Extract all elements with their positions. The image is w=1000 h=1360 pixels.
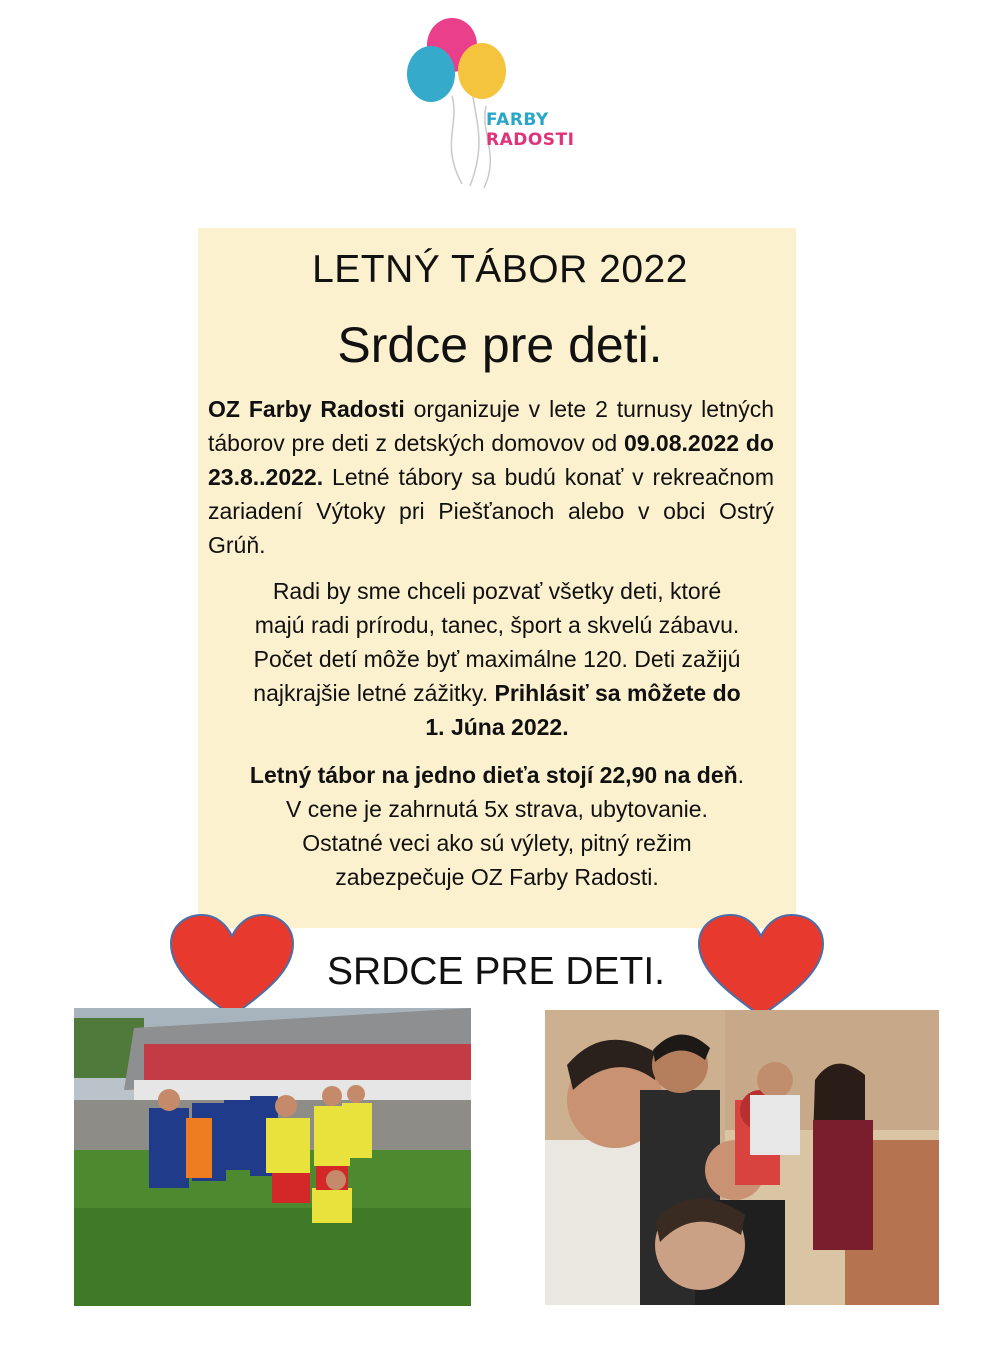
invitation-line: majú radi prírodu, tanec, šport a skvelú zábavu. xyxy=(254,612,740,638)
price-text: Letný tábor na jedno dieťa stojí 22,90 na deň xyxy=(249,762,738,788)
registration-deadline: Prihlásiť sa môžete do xyxy=(494,680,741,706)
price-line: V cene je zahrnutá 5x strava, ubytovanie. xyxy=(286,796,708,822)
yellow-balloon-icon xyxy=(458,43,506,99)
price-line: Letný tábor na jedno dieťa stojí 22,90 na deň. xyxy=(249,762,745,788)
invitation-line xyxy=(210,710,784,744)
invitation-paragraph xyxy=(210,574,784,744)
intro-text-1: organizuje v lete 2 turnusy letných táborov pre deti z detských domovov od xyxy=(208,396,774,456)
football-team-photo xyxy=(74,1008,471,1306)
farby-radosti-logo xyxy=(400,14,600,194)
price-paragraph xyxy=(198,758,796,894)
logo-text-farby: FARBY xyxy=(486,110,549,130)
face-painting-photo xyxy=(545,1010,939,1305)
page-subtitle: Srdce pre deti. xyxy=(337,317,663,373)
intro-text-2: Letné tábory sa budú konať v rekreačnom zariadení Výtoky pri Piešťanoch alebo v obci Ostrý Grúň. xyxy=(208,464,774,558)
invitation-line: Radi by sme chceli pozvať všetky deti, ktoré xyxy=(272,578,722,604)
balloons-icon xyxy=(400,14,600,194)
registration-date: 1. Júna 2022. xyxy=(425,714,569,740)
price-line: zabezpečuje OZ Farby Radosti. xyxy=(335,864,659,890)
camp-dates: 09.08.2022 do 23.8..2022. xyxy=(208,430,774,490)
blue-balloon-icon xyxy=(407,46,455,102)
logo-text-radosti: RADOSTI xyxy=(486,130,575,150)
org-name: OZ Farby Radosti xyxy=(208,396,405,422)
price-line: Ostatné veci ako sú výlety, pitný režim xyxy=(302,830,692,856)
section-heading: SRDCE PRE DETI. xyxy=(326,950,666,993)
intro-paragraph xyxy=(208,392,774,562)
invitation-line xyxy=(210,676,784,710)
page-title: LETNÝ TÁBOR 2022 xyxy=(312,248,688,291)
invitation-text: najkrajšie letné zážitky. xyxy=(253,680,495,706)
invitation-line: Počet detí môže byť maximálne 120. Deti zažijú xyxy=(253,646,741,672)
